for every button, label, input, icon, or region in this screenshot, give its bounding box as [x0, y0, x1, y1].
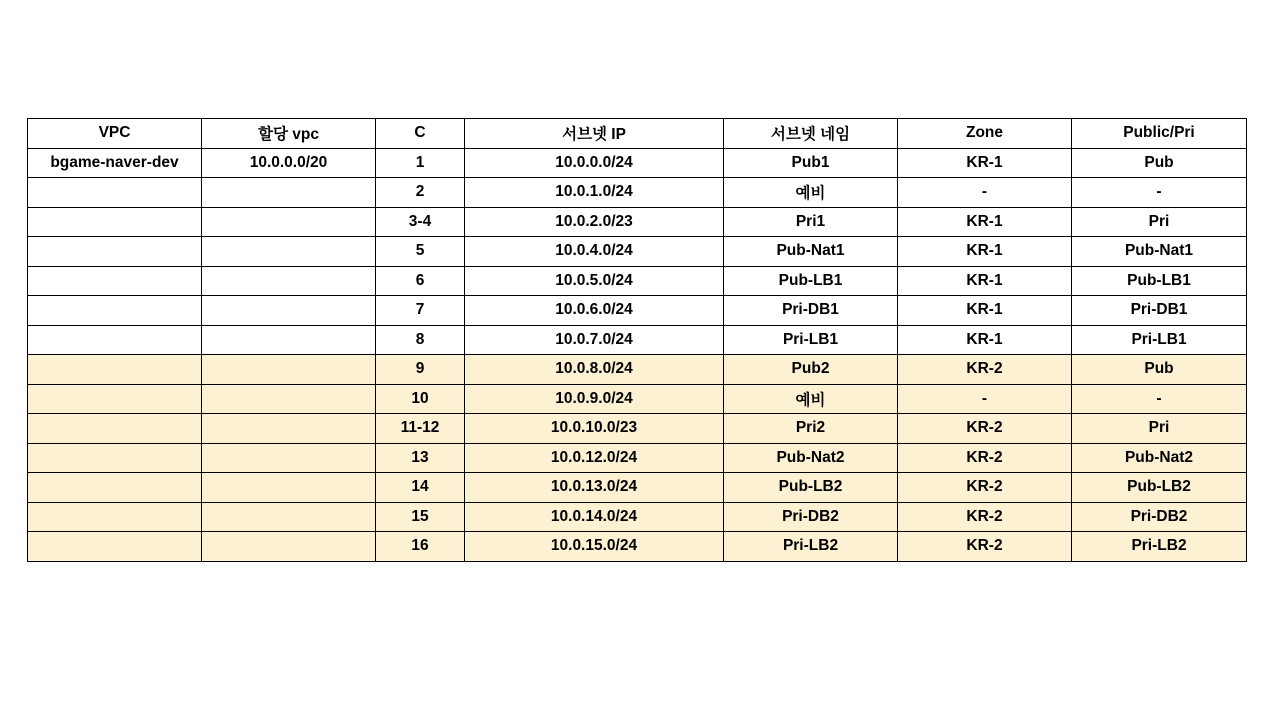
- cell-alloc-vpc: [202, 414, 376, 444]
- cell-zone: KR-2: [898, 532, 1072, 562]
- cell-c: 13: [376, 443, 465, 473]
- table-row: [28, 325, 1247, 355]
- cell-alloc-vpc: [202, 178, 376, 208]
- subnet-table: [27, 118, 1247, 562]
- table-header: [28, 119, 1247, 149]
- cell-vpc: [28, 266, 202, 296]
- cell-c: 7: [376, 296, 465, 326]
- cell-subnet-name: Pri2: [724, 414, 898, 444]
- cell-public-pri: Pri-DB2: [1072, 502, 1247, 532]
- cell-c: 11-12: [376, 414, 465, 444]
- cell-alloc-vpc: [202, 237, 376, 267]
- table-row: [28, 178, 1247, 208]
- cell-subnet-name: Pri-DB1: [724, 296, 898, 326]
- cell-subnet-ip: 10.0.7.0/24: [465, 325, 724, 355]
- cell-subnet-name: Pub-Nat1: [724, 237, 898, 267]
- table-row: [28, 443, 1247, 473]
- table-row: [28, 502, 1247, 532]
- header-alloc-vpc: 할당 vpc: [202, 119, 376, 149]
- table-row: [28, 207, 1247, 237]
- cell-vpc: [28, 296, 202, 326]
- cell-alloc-vpc: [202, 355, 376, 385]
- header-zone: Zone: [898, 119, 1072, 149]
- cell-vpc: [28, 443, 202, 473]
- cell-vpc: [28, 473, 202, 503]
- table-row: [28, 414, 1247, 444]
- cell-subnet-name: Pri-LB2: [724, 532, 898, 562]
- cell-zone: KR-2: [898, 355, 1072, 385]
- cell-subnet-name: Pub-Nat2: [724, 443, 898, 473]
- cell-c: 16: [376, 532, 465, 562]
- cell-public-pri: Pri-DB1: [1072, 296, 1247, 326]
- cell-alloc-vpc: [202, 532, 376, 562]
- table-row: [28, 532, 1247, 562]
- cell-subnet-name: Pri-LB1: [724, 325, 898, 355]
- cell-subnet-name: Pub2: [724, 355, 898, 385]
- cell-zone: KR-1: [898, 325, 1072, 355]
- cell-public-pri: Pri-LB2: [1072, 532, 1247, 562]
- cell-c: 2: [376, 178, 465, 208]
- cell-alloc-vpc: [202, 325, 376, 355]
- cell-subnet-ip: 10.0.8.0/24: [465, 355, 724, 385]
- cell-subnet-name: Pri1: [724, 207, 898, 237]
- cell-subnet-name: Pub-LB2: [724, 473, 898, 503]
- cell-vpc: [28, 532, 202, 562]
- cell-vpc: [28, 178, 202, 208]
- cell-vpc: [28, 414, 202, 444]
- cell-zone: KR-2: [898, 443, 1072, 473]
- header-c: C: [376, 119, 465, 149]
- cell-zone: -: [898, 178, 1072, 208]
- cell-subnet-ip: 10.0.10.0/23: [465, 414, 724, 444]
- table-row: [28, 384, 1247, 414]
- table-row: [28, 473, 1247, 503]
- cell-c: 6: [376, 266, 465, 296]
- cell-subnet-ip: 10.0.4.0/24: [465, 237, 724, 267]
- cell-vpc: [28, 384, 202, 414]
- cell-subnet-ip: 10.0.6.0/24: [465, 296, 724, 326]
- cell-subnet-ip: 10.0.15.0/24: [465, 532, 724, 562]
- cell-c: 10: [376, 384, 465, 414]
- cell-subnet-name: Pub1: [724, 148, 898, 178]
- cell-zone: KR-2: [898, 502, 1072, 532]
- cell-vpc: [28, 355, 202, 385]
- header-subnet-ip: 서브넷 IP: [465, 119, 724, 149]
- cell-alloc-vpc: [202, 266, 376, 296]
- cell-subnet-name: Pri-DB2: [724, 502, 898, 532]
- cell-zone: KR-1: [898, 237, 1072, 267]
- header-row: [28, 119, 1247, 149]
- cell-subnet-ip: 10.0.13.0/24: [465, 473, 724, 503]
- table-row: [28, 148, 1247, 178]
- table-row: [28, 296, 1247, 326]
- cell-c: 1: [376, 148, 465, 178]
- cell-subnet-ip: 10.0.5.0/24: [465, 266, 724, 296]
- table-row: [28, 237, 1247, 267]
- cell-subnet-name: Pub-LB1: [724, 266, 898, 296]
- table-body: [28, 148, 1247, 561]
- header-public-pri: Public/Pri: [1072, 119, 1247, 149]
- cell-public-pri: Pub-LB1: [1072, 266, 1247, 296]
- cell-public-pri: Pri: [1072, 207, 1247, 237]
- cell-subnet-ip: 10.0.2.0/23: [465, 207, 724, 237]
- header-vpc: VPC: [28, 119, 202, 149]
- cell-zone: KR-1: [898, 207, 1072, 237]
- cell-public-pri: Pub: [1072, 355, 1247, 385]
- cell-vpc: [28, 237, 202, 267]
- cell-public-pri: Pub-LB2: [1072, 473, 1247, 503]
- cell-zone: KR-1: [898, 296, 1072, 326]
- cell-public-pri: Pub: [1072, 148, 1247, 178]
- cell-c: 3-4: [376, 207, 465, 237]
- cell-c: 14: [376, 473, 465, 503]
- cell-public-pri: Pri: [1072, 414, 1247, 444]
- cell-public-pri: Pub-Nat1: [1072, 237, 1247, 267]
- table-row: [28, 355, 1247, 385]
- cell-zone: KR-1: [898, 148, 1072, 178]
- cell-vpc: bgame-naver-dev: [28, 148, 202, 178]
- cell-alloc-vpc: [202, 443, 376, 473]
- cell-subnet-ip: 10.0.12.0/24: [465, 443, 724, 473]
- cell-subnet-ip: 10.0.9.0/24: [465, 384, 724, 414]
- cell-vpc: [28, 502, 202, 532]
- cell-alloc-vpc: [202, 384, 376, 414]
- cell-zone: KR-2: [898, 414, 1072, 444]
- cell-alloc-vpc: [202, 502, 376, 532]
- cell-vpc: [28, 325, 202, 355]
- cell-c: 8: [376, 325, 465, 355]
- cell-subnet-name: 예비: [724, 384, 898, 414]
- table-row: [28, 266, 1247, 296]
- cell-alloc-vpc: [202, 473, 376, 503]
- cell-c: 15: [376, 502, 465, 532]
- header-subnet-name: 서브넷 네임: [724, 119, 898, 149]
- cell-c: 5: [376, 237, 465, 267]
- cell-public-pri: Pub-Nat2: [1072, 443, 1247, 473]
- cell-subnet-name: 예비: [724, 178, 898, 208]
- cell-vpc: [28, 207, 202, 237]
- cell-public-pri: Pri-LB1: [1072, 325, 1247, 355]
- cell-subnet-ip: 10.0.1.0/24: [465, 178, 724, 208]
- cell-alloc-vpc: [202, 296, 376, 326]
- cell-public-pri: -: [1072, 178, 1247, 208]
- cell-zone: KR-1: [898, 266, 1072, 296]
- cell-public-pri: -: [1072, 384, 1247, 414]
- cell-c: 9: [376, 355, 465, 385]
- cell-alloc-vpc: 10.0.0.0/20: [202, 148, 376, 178]
- cell-alloc-vpc: [202, 207, 376, 237]
- cell-subnet-ip: 10.0.0.0/24: [465, 148, 724, 178]
- cell-zone: -: [898, 384, 1072, 414]
- cell-zone: KR-2: [898, 473, 1072, 503]
- cell-subnet-ip: 10.0.14.0/24: [465, 502, 724, 532]
